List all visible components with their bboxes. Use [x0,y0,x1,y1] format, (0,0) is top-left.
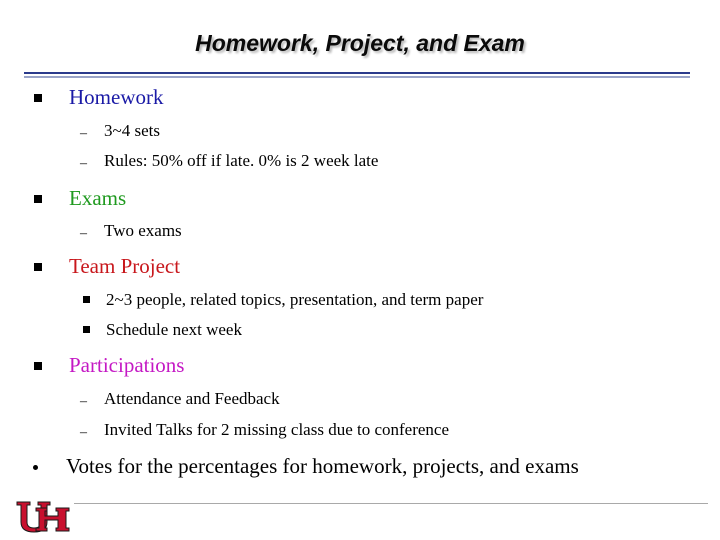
round-bullet-icon [33,465,38,470]
square-bullet-icon [83,296,90,303]
square-bullet-icon [34,362,42,370]
bullet-votes: Votes for the percentages for homework, projects, and exams [66,454,579,478]
uh-logo-icon [14,500,72,534]
slide-title: Homework, Project, and Exam [195,30,525,56]
footer-divider [74,503,708,504]
sub-two-exams: Two exams [104,221,182,240]
title-divider [24,72,690,74]
bullet-homework: Homework [69,85,164,109]
square-bullet-icon [34,195,42,203]
dash-bullet-icon: – [80,394,87,409]
sub-homework-rules: Rules: 50% off if late. 0% is 2 week late [104,151,379,170]
dash-bullet-icon: – [80,126,87,141]
bullet-exams: Exams [69,186,127,210]
square-bullet-icon [83,326,90,333]
square-bullet-icon [34,263,42,271]
sub-schedule: Schedule next week [106,320,242,339]
sub-invited-talks: Invited Talks for 2 missing class due to conference [104,420,450,439]
dash-bullet-icon: – [80,226,87,241]
sub-attendance: Attendance and Feedback [104,389,280,408]
square-bullet-icon [34,94,42,102]
sub-homework-sets: 3~4 sets [104,121,160,140]
dash-bullet-icon: – [80,156,87,171]
sub-team-size: 2~3 people, related topics, presentation, and term paper [106,290,484,309]
dash-bullet-icon: – [80,425,87,440]
bullet-participations: Participations [69,353,185,377]
title-divider-shadow [24,76,690,78]
bullet-team-project: Team Project [69,254,181,278]
